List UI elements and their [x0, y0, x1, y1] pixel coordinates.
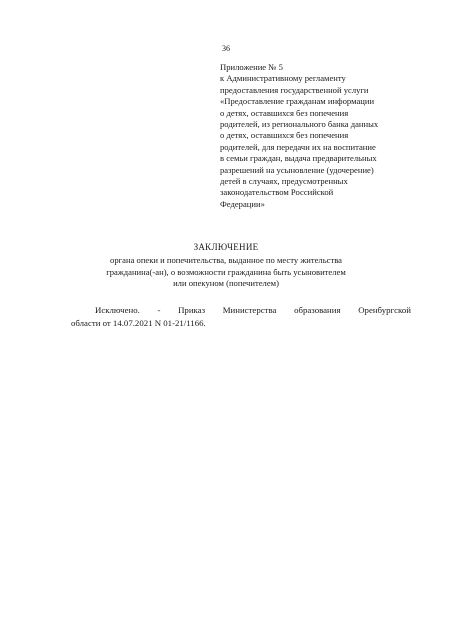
- body-paragraph: [71, 304, 411, 329]
- body-word: образования: [294, 305, 341, 315]
- subtitle-line: органа опеки и попечительства, выданное по месту жительства: [110, 255, 342, 265]
- appendix-line: Приложение № 5: [220, 62, 283, 72]
- appendix-line: Федерации»: [220, 198, 265, 209]
- body-word: Министерства: [222, 305, 277, 315]
- body-line-justified: [71, 304, 411, 317]
- appendix-line: родителей, из регионального банка данных: [220, 119, 379, 130]
- body-word: Оренбургской: [358, 305, 411, 315]
- page-number: 36: [222, 44, 230, 53]
- body-word: -: [157, 305, 161, 315]
- appendix-line: предоставления государственной услуги: [220, 84, 369, 95]
- appendix-line: в семьи граждан, выдача предварительных: [220, 153, 377, 164]
- appendix-line: о детях, оставшихся без попечения: [220, 107, 349, 118]
- subtitle-line: или опекуном (попечителем): [173, 278, 279, 288]
- document-heading: ЗАКЛЮЧЕНИЕ: [193, 242, 259, 252]
- appendix-line: разрешений на усыновление (удочерение): [220, 164, 374, 175]
- appendix-block: [220, 62, 435, 210]
- document-subtitle: [0, 255, 452, 290]
- body-line: области от 14.07.2021 N 01-21/1166.: [71, 317, 206, 328]
- appendix-line: к Административному регламенту: [220, 73, 346, 84]
- appendix-line: детей в случаях, предусмотренных: [220, 176, 348, 187]
- appendix-line: о детях, оставшихся без попечения: [220, 130, 349, 141]
- body-word: Исключено.: [95, 305, 140, 315]
- appendix-line: законодательством Российской: [220, 187, 334, 198]
- subtitle-line: гражданина(-ан), о возможности гражданина быть усыновителем: [106, 266, 346, 277]
- appendix-line: родителей, для передачи их на воспитание: [220, 141, 376, 152]
- appendix-line: «Предоставление гражданам информации: [220, 96, 375, 107]
- body-word: Приказ: [178, 305, 206, 315]
